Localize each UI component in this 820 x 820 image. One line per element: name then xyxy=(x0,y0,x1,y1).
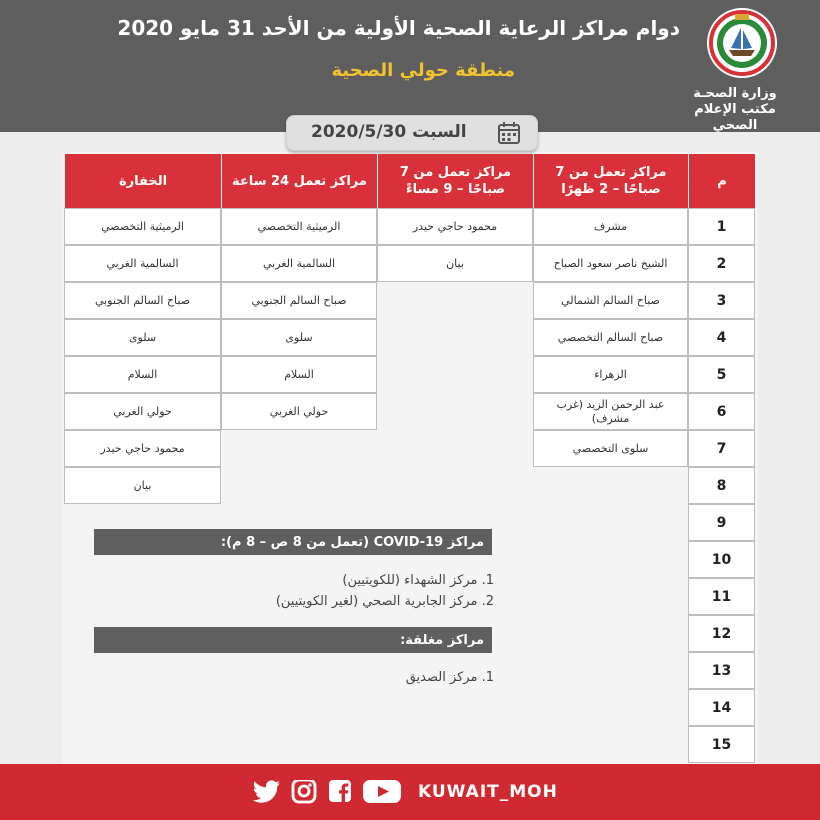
instagram-icon[interactable] xyxy=(290,780,318,804)
column-header-shift: الخفارة xyxy=(64,154,221,208)
row-number: 9 xyxy=(688,504,755,541)
column-header-evening: مراكز تعمل من 7 صباحًا – 9 مساءً xyxy=(377,154,533,208)
covid-center-item: 1. مركز الشهداء (للكويتيين) xyxy=(342,573,494,588)
column-header-number: م xyxy=(688,154,755,208)
covid-center-item: 2. مركز الجابرية الصحي (لغير الكويتيين) xyxy=(275,594,494,609)
youtube-icon[interactable] xyxy=(362,780,402,804)
row-number: 8 xyxy=(688,467,755,504)
shift-center: السلام xyxy=(64,356,221,393)
page-title: دوام مراكز الرعاية الصحية الأولية من الأحد 31 مايو 2020 xyxy=(117,16,680,40)
24h-center: حولي الغربي xyxy=(221,393,377,430)
row-number: 1 xyxy=(688,208,755,245)
morning-center: الشيخ ناصر سعود الصباح xyxy=(533,245,688,282)
row-number: 13 xyxy=(688,652,755,689)
closed-center-item: 1. مركز الصديق xyxy=(405,670,494,685)
ministry-name-line1: وزارة الصحـة xyxy=(693,86,777,101)
row-number: 12 xyxy=(688,615,755,652)
ministry-name xyxy=(670,86,800,134)
row-number: 14 xyxy=(688,689,755,726)
shift-center: صباح السالم الجنوبي xyxy=(64,282,221,319)
evening-center: بيان xyxy=(377,245,533,282)
morning-center: مشرف xyxy=(533,208,688,245)
page-subtitle: منطقة حولي الصحية xyxy=(331,60,515,81)
row-number: 15 xyxy=(688,726,755,763)
row-number: 6 xyxy=(688,393,755,430)
row-number: 5 xyxy=(688,356,755,393)
shift-center: بيان xyxy=(64,467,221,504)
evening-center: محمود حاجي حيدر xyxy=(377,208,533,245)
24h-center: سلوى xyxy=(221,319,377,356)
morning-center: صباح السالم الشمالي xyxy=(533,282,688,319)
twitter-icon[interactable] xyxy=(253,780,281,804)
morning-center: سلوى التخصصي xyxy=(533,430,688,467)
row-number: 10 xyxy=(688,541,755,578)
shift-center: حولي الغربي xyxy=(64,393,221,430)
date-box xyxy=(286,115,538,151)
24h-center: صباح السالم الجنوبي xyxy=(221,282,377,319)
ministry-logo-icon xyxy=(705,6,779,80)
shift-center: سلوى xyxy=(64,319,221,356)
facebook-icon[interactable] xyxy=(326,780,354,804)
shift-center: الرميثية التخصصي xyxy=(64,208,221,245)
date-label: السبت 2020/5/30 xyxy=(311,122,467,142)
covid-section-heading: مراكز COVID-19 (تعمل من 8 ص – 8 م): xyxy=(94,529,492,555)
calendar-icon xyxy=(497,121,521,145)
row-number: 4 xyxy=(688,319,755,356)
social-handle[interactable]: KUWAIT_MOH xyxy=(418,782,558,802)
row-number: 7 xyxy=(688,430,755,467)
shift-center: محمود حاجي حيدر xyxy=(64,430,221,467)
footer xyxy=(0,764,820,820)
header xyxy=(0,0,820,132)
row-number: 3 xyxy=(688,282,755,319)
morning-center: صباح السالم التخصصي xyxy=(533,319,688,356)
ministry-name-line2: مكتب الإعلام الصحي xyxy=(694,102,776,133)
morning-center: الزهراء xyxy=(533,356,688,393)
24h-center: السالمية الغربي xyxy=(221,245,377,282)
row-number: 11 xyxy=(688,578,755,615)
column-header-24h: مراكز تعمل 24 ساعة xyxy=(221,154,377,208)
row-number: 2 xyxy=(688,245,755,282)
column-header-morning: مراكز تعمل من 7 صباحًا – 2 ظهرًا xyxy=(533,154,688,208)
24h-center: الرميثية التخصصي xyxy=(221,208,377,245)
closed-section-heading: مراكز مغلقة: xyxy=(94,627,492,653)
morning-center: عبد الرحمن الزيد (غرب مشرف) xyxy=(533,393,688,430)
shift-center: السالمية الغربي xyxy=(64,245,221,282)
24h-center: السلام xyxy=(221,356,377,393)
